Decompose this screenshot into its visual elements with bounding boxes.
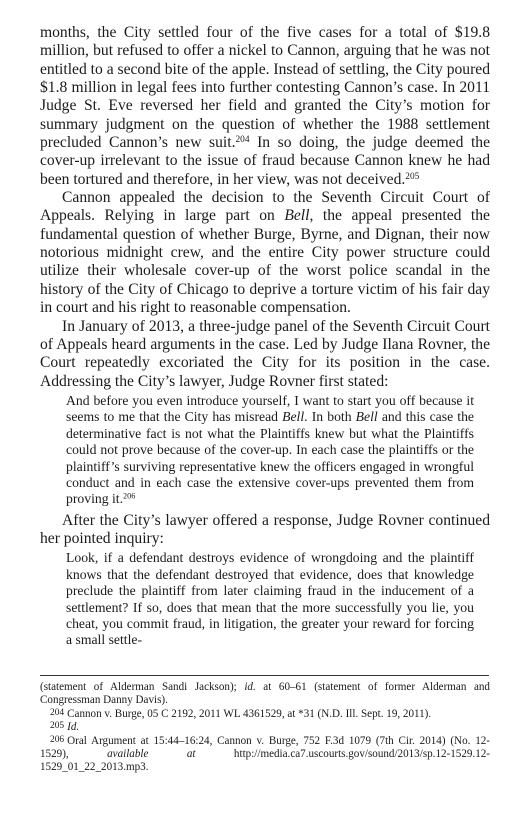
footnote-ref-206: 206 — [123, 491, 136, 501]
block-quote — [66, 393, 474, 508]
footnote-number: 204 — [50, 707, 65, 718]
available-at-signal: available at — [107, 748, 196, 761]
paragraph: After the City’s lawyer offered a response, Judge Rovner continued her pointed inquiry: — [40, 511, 490, 548]
paragraph — [40, 24, 490, 189]
case-name: Bell — [355, 409, 378, 425]
case-name: Bell — [282, 409, 305, 425]
paragraph — [40, 189, 490, 317]
footnote-rule — [40, 675, 489, 676]
footnotes — [40, 681, 490, 775]
footnote-ref-204: 204 — [235, 134, 250, 145]
footnote-number: 206 — [50, 734, 65, 745]
body-text — [40, 24, 490, 653]
paragraph-text: In so doing, the judge deemed the cover-up irrelevant to the issue of fraud because Cannon knew he had been tortured and therefore, in her view, was not deceived. — [40, 134, 491, 188]
block-quote: Look, if a defendant destroys evidence of wrongdoing and the plaintiff knows that the defendant destroyed that evidence, does that knowledge preclude the plaintiff from later claiming fraud in the inducement of a settlement? If so, does that mean that the more successfully you lie, you cheat, you commit fraud, in litigation, the greater your reward for forcing a small settle- — [66, 550, 474, 648]
paragraph-text: Cannon appealed the decision to the Seventh Circuit Court of Appeals. Relying in large part on — [40, 189, 490, 225]
case-name: Bell — [284, 207, 310, 225]
quote-text: . In both — [304, 409, 356, 425]
footnote-206: $^{206}$ Oral Argument at 15:44–16:24, Cannon v. Burge, 752 F.3d 1079 (7th Cir. 2014) (No. 12-1529), available at http://media.ca7.uscourts.gov/sound/2013/sp.12-1529.12-1529_01_22_2013.mp3. — [40, 734, 490, 774]
footnote-continuation: (statement of Alderman Sandi Jackson); id. at 60–61 (statement of former Alderman and Congressman Danny Davis). — [40, 681, 490, 707]
quote-text: and this case the determinative fact is not what the Plaintiffs knew but what the Plaintiffs could not prove because of the cover-up. In each case the plaintiffs or the plaintiff’s surviving representative knew the officers engaged in wrongful conduct and in each case the extensive cover-ups prevented them from proving it. — [66, 409, 474, 507]
footnote-204: $^{204}$ Cannon v. Burge, 05 C 2192, 2011 WL 4361529, at *31 (N.D. Ill. Sept. 19, 2011). — [50, 707, 432, 720]
paragraph: In January of 2013, a three-judge panel of the Seventh Circuit Court of Appeals heard arguments in the case. Led by Judge Ilana Rovner, the Court repeatedly excoriated the City for its position in the case. Addressing the City’s lawyer, Judge Rovner first stated: — [40, 317, 490, 390]
id-signal: id. — [244, 681, 256, 693]
paragraph-text: months, the City settled four of the five cases for a total of $19.8 million, but refused to offer a nickel to Cannon, arguing that he was not entitled to a second bite of the apple. Instead of settling, the City poured $1.8 million in legal fees into further contesting Cannon’s case. In 2011 Judge St. Eve reversed her field and granted the City’s motion for summary judgment on the question of whether the 1988 settlement precluded Cannon’s new suit. — [40, 24, 490, 152]
footnote-ref-205: 205 — [405, 171, 420, 182]
paragraph-text: , the appeal presented the fundamental question of whether Burge, Byrne, and Dignan, their now notorious midnight crew, and the entire City power structure could utilize their wholesale cover-up of the worst police scandal in the history of the City of Chicago to deprive a torture victim of his fair day in court and his right to reasonable compensation. — [40, 207, 490, 317]
footnote-number: 205 — [50, 721, 65, 732]
footnote-205: $^{205}$ Id. — [50, 721, 80, 734]
quote-text: And before you even introduce yourself, I want to start you off because it seems to me that the City has misread — [66, 392, 474, 425]
